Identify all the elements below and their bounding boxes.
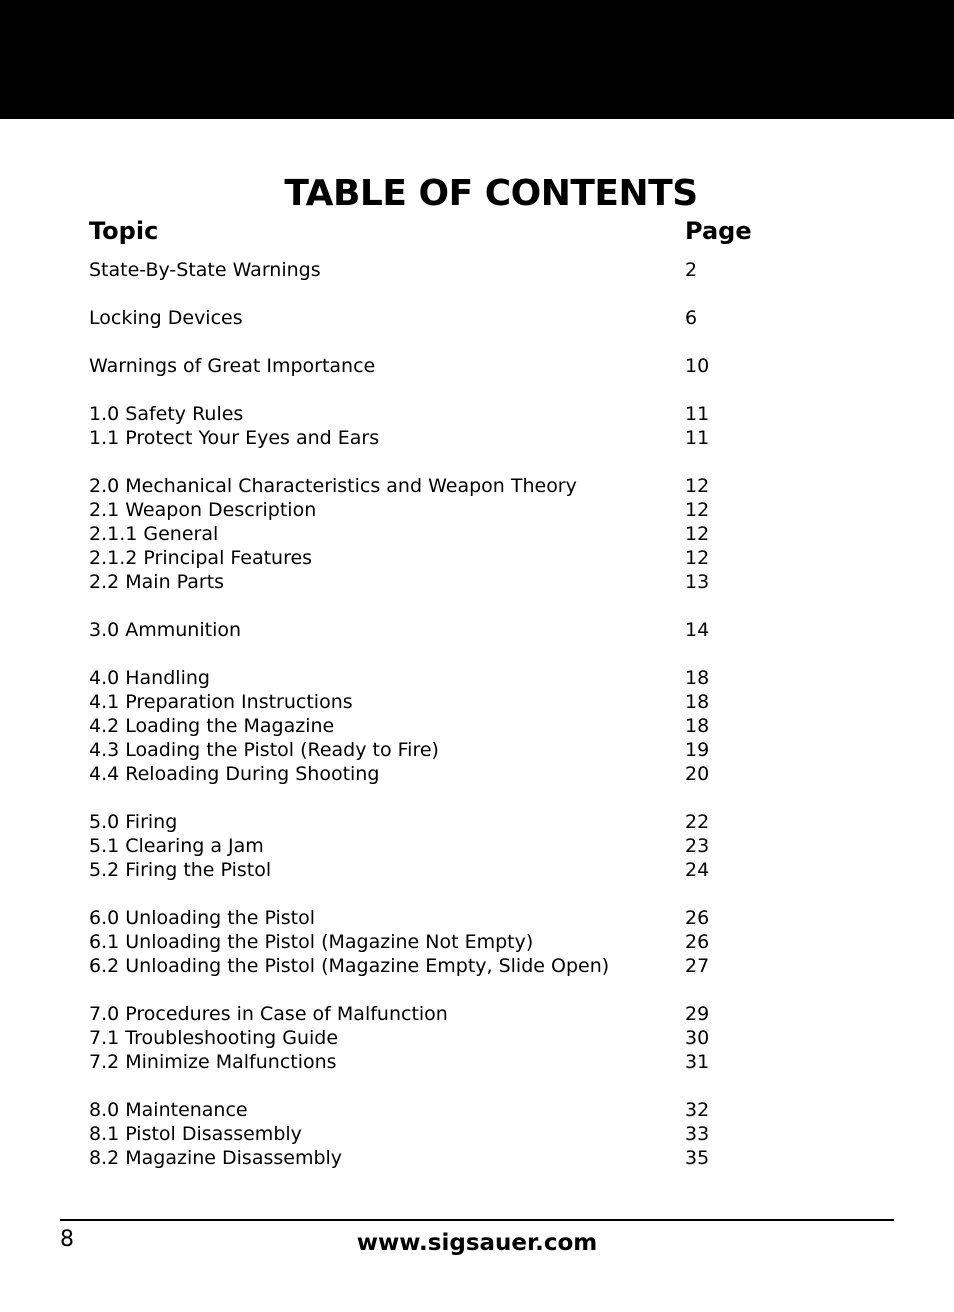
- toc-group: [89, 306, 789, 330]
- toc-entry-topic: 8.0 Maintenance: [89, 1099, 248, 1121]
- toc-entry-page: 27: [685, 955, 710, 977]
- toc-entry: [89, 354, 789, 378]
- toc-entry-page: 22: [685, 811, 710, 833]
- toc-entry-page: 23: [685, 835, 710, 857]
- toc-entry: [89, 906, 789, 930]
- toc-entry-page: 12: [685, 523, 710, 545]
- toc-entry-page: 11: [685, 403, 710, 425]
- toc-entry: [89, 1098, 789, 1122]
- toc-entry: [89, 666, 789, 690]
- toc-entry: [89, 1146, 789, 1170]
- toc-entry-page: 18: [685, 667, 710, 689]
- toc-entry: [89, 738, 789, 762]
- toc-entry: [89, 858, 789, 882]
- toc-entry-page: 18: [685, 691, 710, 713]
- toc-entry-topic: 2.1.1 General: [89, 523, 219, 545]
- page-number: 8: [60, 1227, 74, 1252]
- toc-group: [89, 474, 789, 594]
- toc-entry-topic: 5.1 Clearing a Jam: [89, 835, 264, 857]
- toc-entry-page: 32: [685, 1099, 710, 1121]
- toc-entry-page: 26: [685, 931, 710, 953]
- toc-entry: [89, 306, 789, 330]
- toc-entry-topic: 7.1 Troubleshooting Guide: [89, 1027, 339, 1049]
- toc-entry: [89, 954, 789, 978]
- toc-entry: [89, 1026, 789, 1050]
- toc-entry-topic: 5.0 Firing: [89, 811, 178, 833]
- toc-entry-page: 12: [685, 547, 710, 569]
- toc-entry-page: 12: [685, 475, 710, 497]
- page-column-header: Page: [685, 217, 752, 245]
- toc-entry-page: 13: [685, 571, 710, 593]
- toc-entry-topic: 6.1 Unloading the Pistol (Magazine Not Empty): [89, 931, 534, 953]
- toc-entry-topic: 4.1 Preparation Instructions: [89, 691, 353, 713]
- toc-entry-topic: 7.2 Minimize Malfunctions: [89, 1051, 337, 1073]
- page-title: TABLE OF CONTENTS: [284, 173, 698, 214]
- toc-group: [89, 1098, 789, 1170]
- toc-entry-page: 35: [685, 1147, 710, 1169]
- toc-entry-topic: Locking Devices: [89, 307, 243, 329]
- toc-entry: [89, 834, 789, 858]
- header-band: [0, 0, 954, 119]
- toc-group: [89, 354, 789, 378]
- toc-entry-topic: 8.2 Magazine Disassembly: [89, 1147, 343, 1169]
- toc-group: [89, 666, 789, 786]
- toc-entry-topic: 4.0 Handling: [89, 667, 210, 689]
- toc-entry-page: 26: [685, 907, 710, 929]
- toc-entry: [89, 690, 789, 714]
- toc-entry: [89, 522, 789, 546]
- toc-entry-topic: 4.4 Reloading During Shooting: [89, 763, 380, 785]
- toc-entry-page: 10: [685, 355, 710, 377]
- toc-entry-page: 2: [685, 259, 698, 281]
- toc-entry-page: 12: [685, 499, 710, 521]
- toc-entry-topic: Warnings of Great Importance: [89, 355, 376, 377]
- toc-entry-topic: 2.0 Mechanical Characteristics and Weapon Theory: [89, 475, 577, 497]
- toc-entry: [89, 618, 789, 642]
- toc-group: [89, 618, 789, 642]
- toc-entry-topic: 4.3 Loading the Pistol (Ready to Fire): [89, 739, 439, 761]
- toc-entry-topic: 4.2 Loading the Magazine: [89, 715, 335, 737]
- toc-entry-topic: 1.0 Safety Rules: [89, 403, 244, 425]
- toc-entry-topic: 2.1 Weapon Description: [89, 499, 317, 521]
- toc-entry-page: 24: [685, 859, 710, 881]
- topic-column-header: Topic: [89, 217, 159, 245]
- toc-entry-page: 18: [685, 715, 710, 737]
- toc-entry: [89, 570, 789, 594]
- toc-entry: [89, 1122, 789, 1146]
- toc-group: [89, 810, 789, 882]
- toc-entry-topic: 3.0 Ammunition: [89, 619, 242, 641]
- toc-group: [89, 402, 789, 450]
- toc-entry-page: 19: [685, 739, 710, 761]
- toc-entry-topic: 6.2 Unloading the Pistol (Magazine Empty, Slide Open): [89, 955, 610, 977]
- toc-group: [89, 906, 789, 978]
- toc-entry-page: 20: [685, 763, 710, 785]
- toc-entry-topic: 7.0 Procedures in Case of Malfunction: [89, 1003, 448, 1025]
- toc-entry: [89, 930, 789, 954]
- toc-entry: [89, 474, 789, 498]
- toc-entry-topic: 6.0 Unloading the Pistol: [89, 907, 316, 929]
- toc-group: [89, 258, 789, 282]
- toc-entry-page: 30: [685, 1027, 710, 1049]
- toc-entry-page: 33: [685, 1123, 710, 1145]
- toc-entry-page: 11: [685, 427, 710, 449]
- toc-entry-topic: 2.2 Main Parts: [89, 571, 225, 593]
- toc-entry: [89, 402, 789, 426]
- toc-entry: [89, 546, 789, 570]
- toc-entry-topic: 5.2 Firing the Pistol: [89, 859, 272, 881]
- toc-entry: [89, 426, 789, 450]
- toc-entry-page: 31: [685, 1051, 710, 1073]
- toc-entry-topic: 1.1 Protect Your Eyes and Ears: [89, 427, 380, 449]
- toc-entry: [89, 714, 789, 738]
- footer-divider: [60, 1219, 894, 1221]
- toc-entry-page: 29: [685, 1003, 710, 1025]
- toc-entry: [89, 258, 789, 282]
- footer-url: www.sigsauer.com: [356, 1230, 598, 1256]
- toc-entry-topic: 8.1 Pistol Disassembly: [89, 1123, 302, 1145]
- toc-entry: [89, 1002, 789, 1026]
- toc-entry: [89, 810, 789, 834]
- toc-list: [89, 258, 789, 1194]
- toc-entry-page: 6: [685, 307, 698, 329]
- toc-entry: [89, 498, 789, 522]
- toc-entry-topic: State-By-State Warnings: [89, 259, 321, 281]
- toc-group: [89, 1002, 789, 1074]
- toc-entry: [89, 1050, 789, 1074]
- toc-entry-topic: 2.1.2 Principal Features: [89, 547, 313, 569]
- toc-entry-page: 14: [685, 619, 710, 641]
- toc-entry: [89, 762, 789, 786]
